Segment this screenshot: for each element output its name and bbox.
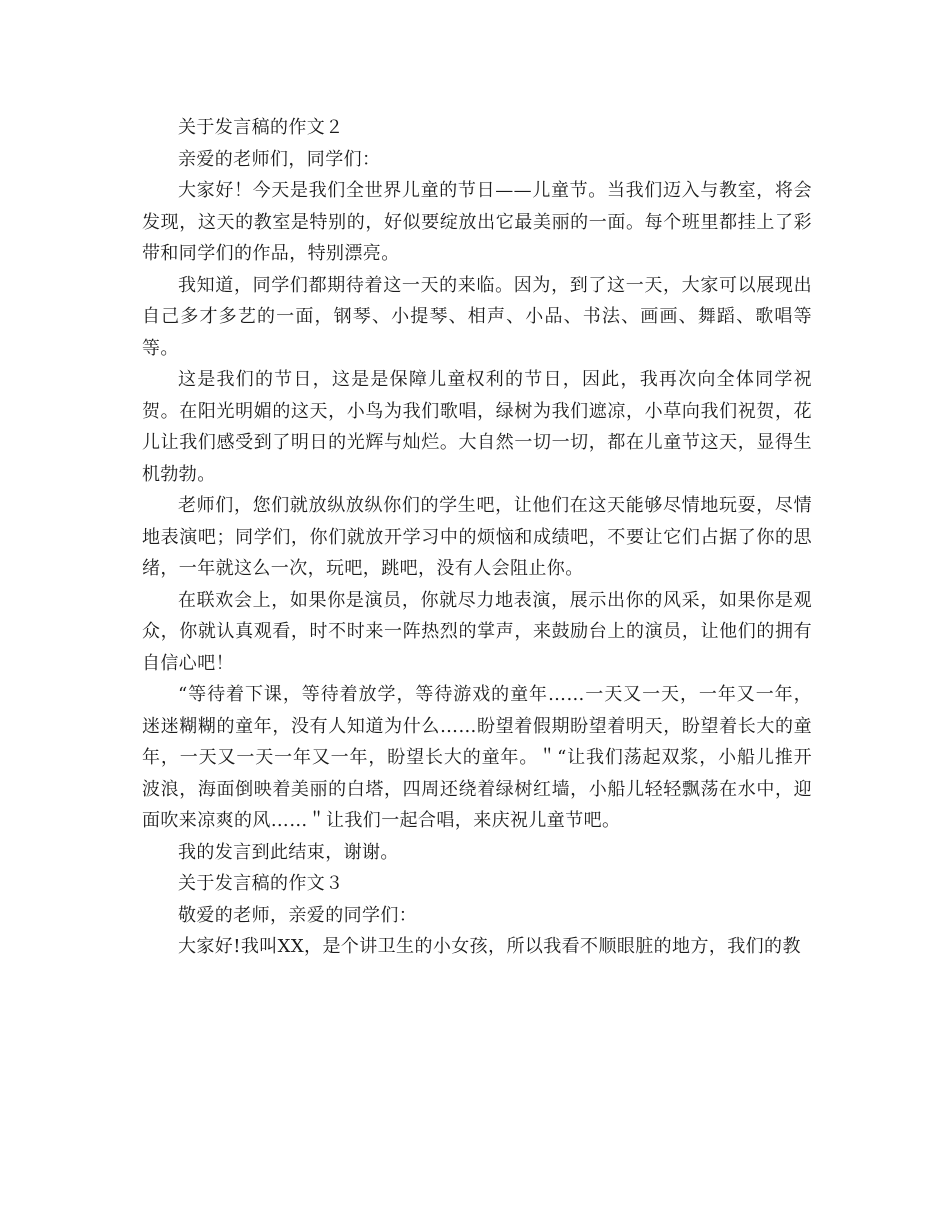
essay-2-salutation: 亲爱的老师们，同学们： (178, 148, 381, 170)
body-paragraph: “等待着下课，等待着放学，等待游戏的童年……一天又一天，一年又一年，迷迷糊糊的童年，没有人知道为什么……盼望着假期盼望着明天，盼望着长大的童年，一天又一天一年又一年，盼望长大的童年。＂“让我们荡起双浆，小船儿推开波浪，海面倒映着美丽的白塔，四周还绕着绿树红墙，小船儿轻轻飘荡在水中，迎面吹来凉爽的风……＂让我们一起合唱，来庆祝儿童节吧。 (142, 684, 812, 831)
body-paragraph: 大家好!我叫XX，是个讲卫生的小女孩，所以我看不顺眼脏的地方，我们的教 (178, 936, 801, 957)
body-paragraph: 老师们，您们就放纵放纵你们的学生吧，让他们在这天能够尽情地玩耍，尽情地表演吧；同学们，你们就放开学习中的烦恼和成绩吧，不要让它们占据了你的思绪，一年就这么一次，玩吧，跳吧，没有人会阻止你。 (142, 495, 812, 579)
body-paragraph: 大家好！今天是我们全世界儿童的节日——儿童节。当我们迈入与教室，将会发现，这天的教室是特别的，好似要绽放出它最美丽的一面。每个班里都挂上了彩带和同学们的作品，特别漂亮。 (142, 180, 812, 264)
body-paragraph: 在联欢会上，如果你是演员，你就尽力地表演，展示出你的风采，如果你是观众，你就认真观看，时不时来一阵热烈的掌声，来鼓励台上的演员，让他们的拥有自信心吧！ (142, 589, 812, 674)
document-body (142, 112, 812, 963)
essay-3-title: 关于发言稿的作文３ (178, 873, 344, 894)
essay-2-title: 关于发言稿的作文２ (178, 117, 344, 138)
essay-3-salutation: 敬爱的老师，亲爱的同学们： (178, 904, 418, 926)
body-paragraph: 我知道，同学们都期待着这一天的来临。因为，到了这一天，大家可以展现出自己多才多艺的一面，钢琴、小提琴、相声、小品、书法、画画、舞蹈、歌唱等等。 (142, 274, 812, 359)
closing-paragraph: 我的发言到此结束，谢谢。 (178, 841, 399, 863)
body-paragraph: 这是我们的节日，这是是保障儿童权利的节日，因此，我再次向全体同学祝贺。在阳光明媚的这天，小鸟为我们歌唱，绿树为我们遮凉，小草向我们祝贺，花儿让我们感受到了明日的光辉与灿烂。大自然一切一切，都在儿童节这天，显得生机勃勃。 (142, 369, 812, 485)
